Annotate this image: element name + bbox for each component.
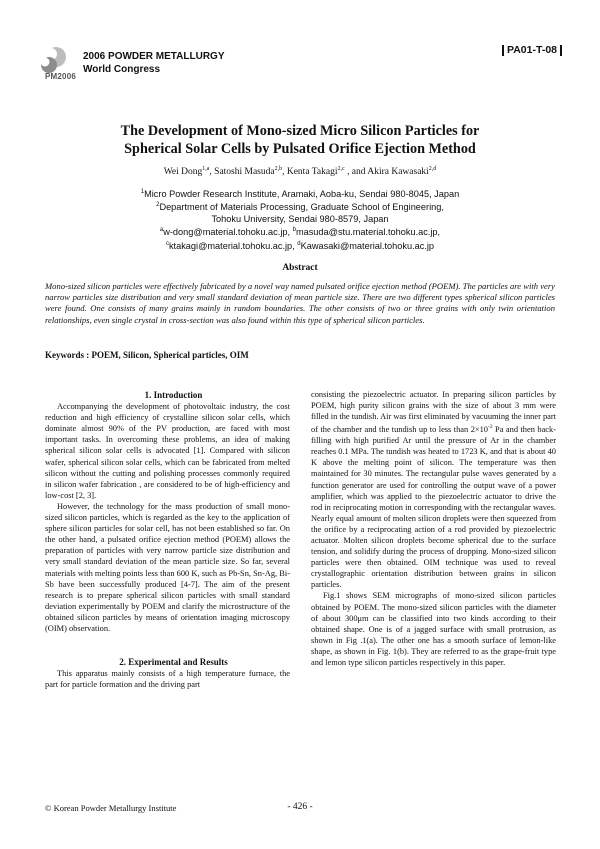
section-heading-introduction: 1. Introduction xyxy=(144,390,203,400)
author-list: Wei Dong$^{1,a}$, Satoshi Masuda$^{2,b}$, Kenta Takagi$^{2,c}$ , and Akira Kawasaki$^{2,d}$ xyxy=(163,166,437,178)
conference-name xyxy=(83,50,225,76)
affiliations xyxy=(60,187,540,252)
paper-title xyxy=(60,122,540,158)
experimental-paragraph-1: This apparatus mainly consists of a high temperature furnace, the part for particle formation and the driving part xyxy=(45,669,290,690)
author-sup: 2,b xyxy=(274,166,283,172)
conference-line-1: 2006 POWDER METALLURGY xyxy=(83,51,225,62)
author-sup: 2,c xyxy=(337,166,345,172)
section-heading-experimental: 2. Experimental and Results xyxy=(119,657,228,668)
experimental-paragraph-2: consisting the piezoelectric actuator. In preparing silicon particles by POEM, high purity silicon grains with the size of about 3 mm were filled in the tundish. Air was first eliminated by vacuuming the inner part of the chamber and the tundish up to less than $2\times 10^{-2}$ Pa and then back-filling with high purified Ar until the pressure of Ar in the chamber reaches 0.1 MPa. The tundish was heated to 1723 K, and that is about 40 K above the melting point of silicon. The temperature was then maintained for 30 minutes. The rectangular pulse waves generated by a function generator are used for controlling the output wave of a power amplifier, which was applied to the piezoelectric actuator to drive the rod in reciprocating motion in corresponding with the rectangular waves. Nearly equal amount of molten silicon droplets were then squeezed from the orifice by a reciprocating action of a rod provided by piezoelectric actuator. Molten silicon droplets become spherical due to the surface tension, and solidify during the process of dropping. Mono-sized silicon particles were then obtained. OIM technique was used to reveal crystallographic orientation distribution between grains in silicon particles. xyxy=(311,390,556,590)
affiliation-1: $^1$Micro Powder Research Institute, Aramaki, Aoba-ku, Sendai 980-8045, Japan xyxy=(140,189,460,200)
author-name: Kenta Takagi xyxy=(286,167,338,178)
title-line-2: Spherical Solar Cells by Pulsated Orifice Ejection Method xyxy=(124,141,476,157)
copyright-notice: © Korean Powder Metallurgy Institute xyxy=(45,803,177,813)
intro-paragraph-1: Accompanying the development of photovoltaic industry, the cost reduction and high efficiency of crystalline silicon solar cells, which dominate almost 90% of the PV production, are faced with most important tasks. In overcoming these problems, an idea of making spherical silicon solar cells is advocated [1]. Compared with silicon wafer, spherical silicon solar cells, which can be fabricated from melted silicon without the cutting and polishing processes commonly required in silicon wafer fabrication , are considered to be of high-efficiency and low-cost [2, 3]. xyxy=(45,402,290,500)
logo-caption: PM2006 xyxy=(45,72,76,81)
affiliation-2: $^2$Department of Materials Processing, Graduate School of Engineering, xyxy=(156,202,444,213)
abstract-text: Mono-sized silicon particles were effectively fabricated by a novel way named pulsated orifice ejection method (POEM). The particles are with very narrow particles size distribution and very small standard deviation of mean particle size. There are two different types spherical silicon particles were found. One consists of many grains mainly in random boundaries. The other consists of two or three grains with only twin orientation relationships, even single crystal in cross-section was also found within this type of spherical silicon particles. xyxy=(45,281,555,325)
email-line-1: $^a$w-dong@material.tohoku.ac.jp, $^b$masuda@stu.material.tohoku.ac.jp, xyxy=(159,227,441,238)
email-link[interactable]: Kawasaki@material.tohoku.ac.jp xyxy=(300,240,435,251)
title-line-1: The Development of Mono-sized Micro Silicon Particles for xyxy=(120,123,480,139)
email-link[interactable]: ktakagi@material.tohoku.ac.jp, xyxy=(168,240,295,251)
conference-line-2: World Congress xyxy=(83,64,161,75)
author-name: Satoshi Masuda xyxy=(214,167,275,178)
intro-paragraph-2: However, the technology for the mass production of small mono-sized silicon particles, which is regarded as the key to the application of sphere silicon particles for solar cell, has not been established so far. On the other hand, a pulsated orifice ejection method (POEM) allows the preparation of particles with very narrow particle size distribution and very small standard deviation of the mean particle size. So far, several materials with melting points less than 600 K, such as Pb-Sn, Sn-Ag, Bi-Sb have been successfully produced [4-7]. The aim of the present research is to prepare spherical silicon particles with small standard deviation experimentally by POEM and clarify the microstructure of the obtained silicon particles by means of orientation imaging microscopy (OIM) observation. xyxy=(45,501,290,633)
email-link[interactable]: w-dong@material.tohoku.ac.jp, xyxy=(163,227,291,238)
left-column xyxy=(45,390,290,690)
author-name: and Akira Kawasaki xyxy=(351,167,429,178)
paper-id-bar-right xyxy=(560,45,562,56)
right-column xyxy=(311,389,556,668)
keywords: Keywords : POEM, Silicon, Spherical particles, OIM xyxy=(45,350,249,360)
paper-id-bar-left xyxy=(502,45,504,56)
paper-id-badge xyxy=(502,44,562,56)
author-sup: 1,a xyxy=(202,166,210,172)
email-line-2: $^c$ktakagi@material.tohoku.ac.jp, $^d$Kawasaki@material.tohoku.ac.jp xyxy=(165,240,435,251)
affiliation-2-cont: Tohoku University, Sendai 980-8579, Japan xyxy=(211,213,389,224)
page-number: - 426 - xyxy=(287,802,313,812)
abstract-heading: Abstract xyxy=(282,263,318,273)
author-name: Wei Dong xyxy=(163,167,203,178)
author-sup: 2,d xyxy=(428,166,437,172)
paper-id-text: PA01-T-08 xyxy=(507,44,557,56)
email-link[interactable]: masuda@stu.material.tohoku.ac.jp, xyxy=(295,227,441,238)
results-paragraph: Fig.1 shows SEM micrographs of mono-sized silicon particles obtained by POEM. The mono-sized silicon particles with the diameter of about 300μm can be classified into two kinds according to their obtained shape. One is of a jagged surface with small protrusion, as shown in Fig .1(a). The other one has a smooth surface of lemon-like shape, as shown in Fig. 1(b). They are referred to as the grape-fruit type and lemon type silicon particles respectively in this paper. xyxy=(311,591,556,668)
